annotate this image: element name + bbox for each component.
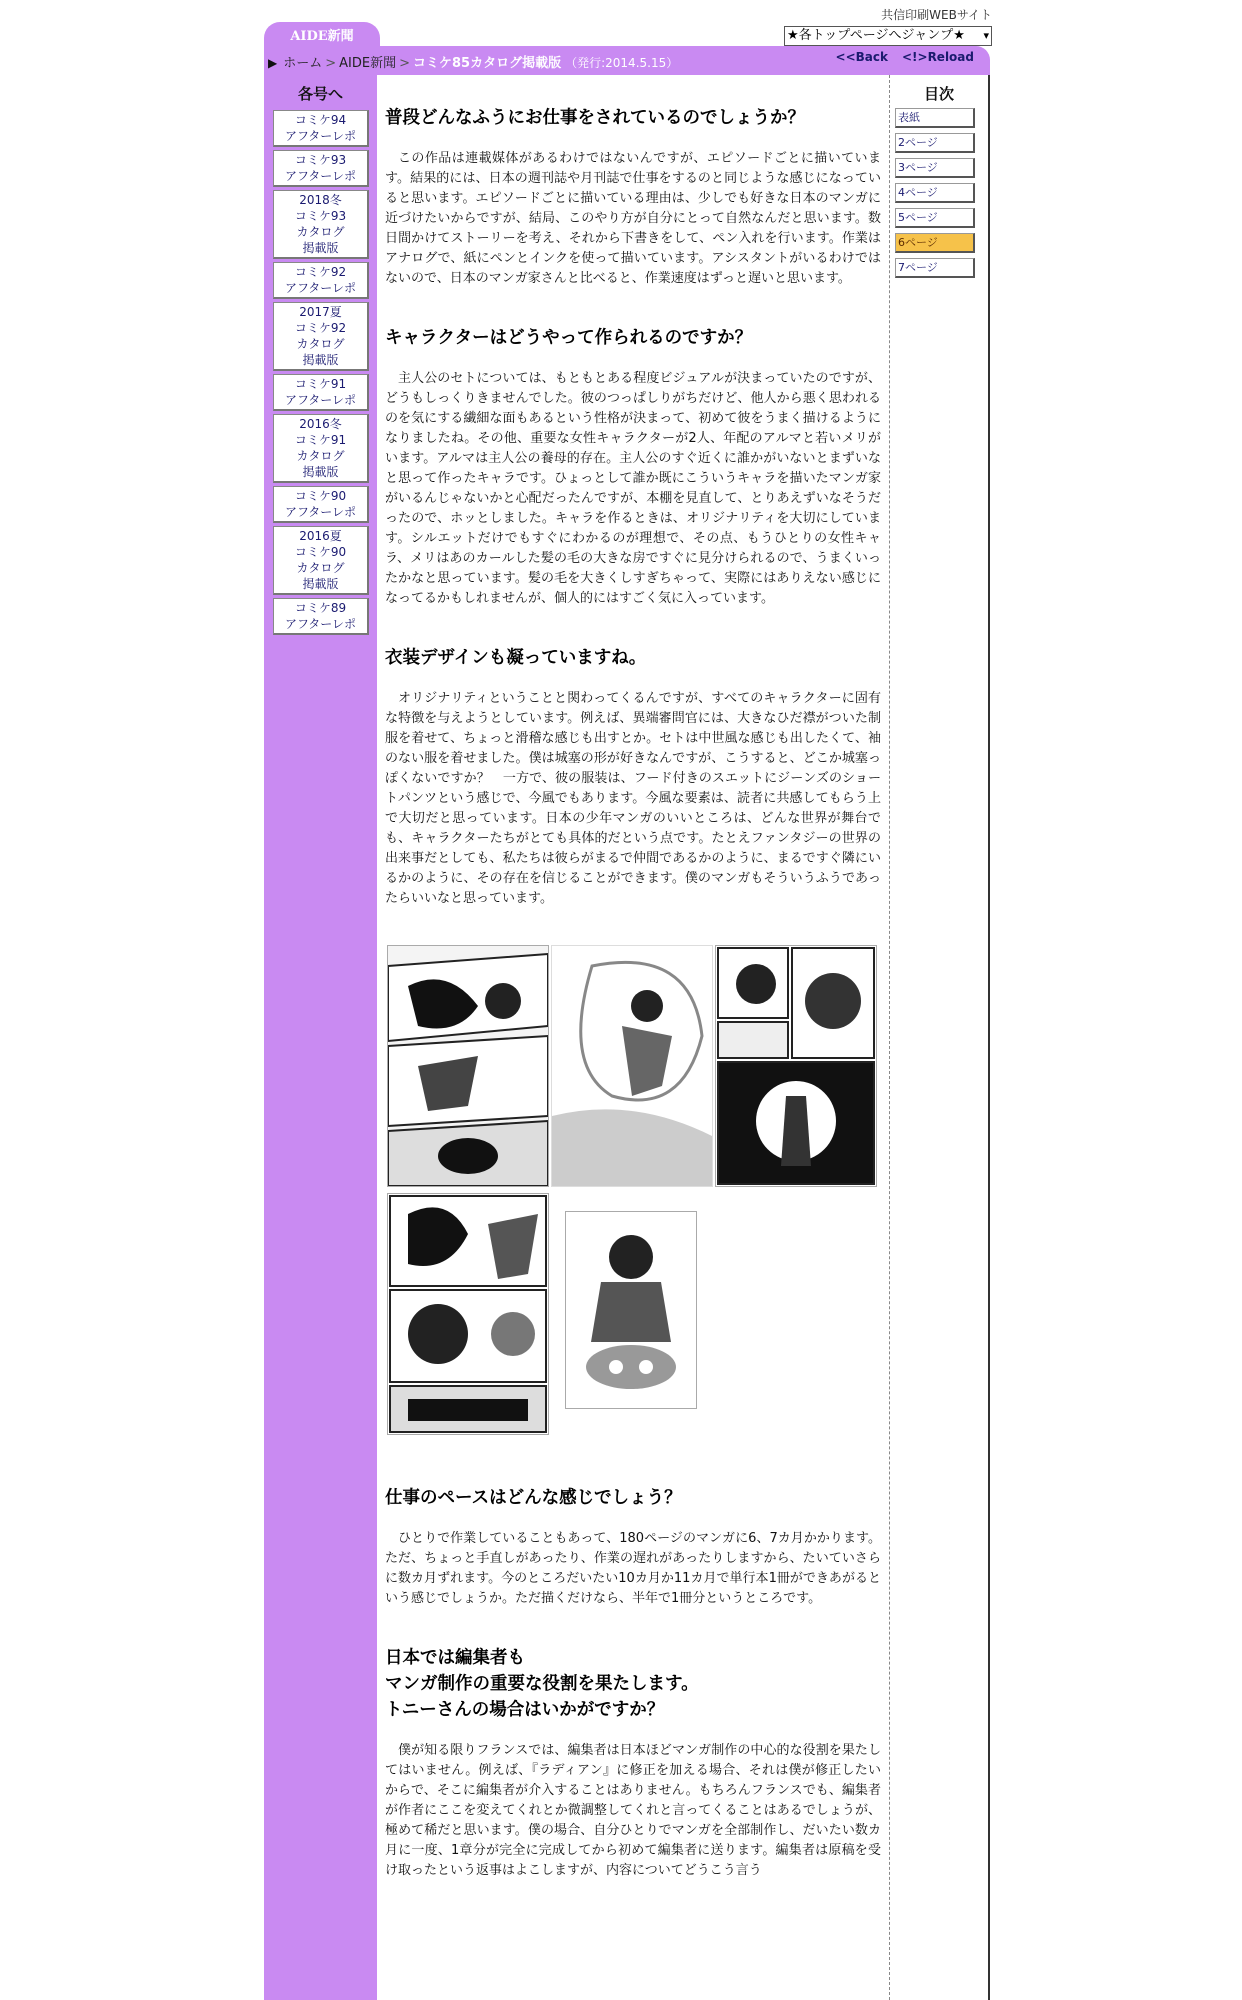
manga-page-image[interactable] bbox=[387, 1193, 549, 1435]
answer-paragraph: オリジナリティということと関わってくるんですが、すべてのキャラクターに固有な特徴を与えようとしています。例えば、異端審問官には、大きなひだ襟がついた制服を着せて、ちょっと滑稽な感じも出すとか。セトは中世風な感じも出したくて、袖のない服を着せました。僕は城塞の形が好きなんですが、こうすると、どこか城塞っぽくないですか？ 一方で、彼の服装は、フード付きのスエットにジーンズのショートパンツという感じで、今風でもあります。今風な要素は、読者に共感してもらう上で大切だと思っています。日本の少年マンガのいいところは、どんな世界が舞台でも、キャラクターたちがとても具体的だという点です。たとえファンタジーの世界の出来事だとしても、私たちは彼らがまるで仲間であるかのように、まるですぐ隣にいるかのように、その存在を信じることができます。僕のマンガもそういうふうであったらいいなと思っています。 bbox=[385, 691, 881, 906]
breadcrumb-home[interactable]: ホーム bbox=[283, 56, 323, 71]
article-content bbox=[377, 75, 889, 1881]
issue-link[interactable]: コミケ90 アフターレポ bbox=[273, 486, 369, 523]
issue-link[interactable]: 2017夏 コミケ92 カタログ 掲載版 bbox=[273, 302, 369, 371]
toc-item[interactable]: 5ページ bbox=[895, 208, 975, 228]
issue-link[interactable]: コミケ93 アフターレポ bbox=[273, 150, 369, 187]
answer-paragraph: この作品は連載媒体があるわけではないんですが、エピソードごとに描いています。結果的には、日本の週刊誌や月刊誌で仕事をするのと同じような感じになっていると思います。エピソードごとに描いている理由は、少しでも好きな日本のマンガに近づけたいからですが、結局、このやり方が自分にとって自然なんだと思います。数日間かけてストーリーを考え、それから下書きをして、ペン入れを行います。作業はアナログで、紙にペンとインクを使って描いています。アシスタントがいるわけではないので、日本のマンガ家さんと比べると、作業速度はずっと遅いと思います。 bbox=[385, 151, 881, 286]
manga-page-image[interactable] bbox=[551, 945, 713, 1187]
answer-paragraph: ひとりで作業していることもあって、180ページのマンガに6、7カ月かかります。ただ、ちょっと手直しがあったり、作業の遅れがあったりしますから、たいていさらに数カ月ずれます。今のところだいたい10カ月か11カ月で単行本1冊ができあがるという感じでしょうか。ただ描くだけなら、半年で1冊分というところです。 bbox=[385, 1531, 881, 1606]
issue-date: （発行:2014.5.15） bbox=[565, 56, 679, 70]
issue-list[interactable] bbox=[273, 110, 369, 681]
issue-link[interactable]: コミケ94 アフターレポ bbox=[273, 110, 369, 147]
triangle-right-icon: ▶ bbox=[268, 56, 278, 70]
back-button[interactable]: <<Back bbox=[835, 50, 888, 64]
page-frame bbox=[264, 0, 992, 2000]
breadcrumb-section[interactable]: AIDE新聞 bbox=[339, 56, 397, 71]
toc-item[interactable]: 表紙 bbox=[895, 108, 975, 128]
reload-button[interactable]: <!>Reload bbox=[901, 50, 974, 64]
article bbox=[377, 75, 890, 2000]
toc-item[interactable]: 6ページ bbox=[895, 233, 975, 253]
issue-link[interactable]: 2016夏 コミケ90 カタログ 掲載版 bbox=[273, 526, 369, 595]
chevron-down-icon: ▾ bbox=[983, 29, 989, 42]
manga-page-image[interactable] bbox=[565, 1211, 697, 1409]
toc-item[interactable]: 2ページ bbox=[895, 133, 975, 153]
question-heading: キャラクターはどうやって作られるのですか？ bbox=[385, 328, 753, 348]
question-heading: 仕事のペースはどんな感じでしょう？ bbox=[385, 1488, 682, 1508]
site-tab[interactable]: AIDE新聞 bbox=[264, 22, 380, 52]
toc-heading: 目次 bbox=[923, 85, 954, 103]
issue-link[interactable]: コミケ89 アフターレポ bbox=[273, 598, 369, 635]
toc-item[interactable]: 7ページ bbox=[895, 258, 975, 278]
toc-list bbox=[895, 108, 975, 283]
breadcrumb-bar bbox=[264, 46, 990, 75]
nav-buttons bbox=[822, 50, 974, 64]
issue-sidebar-heading: 各号へ bbox=[297, 85, 343, 103]
question-heading: 衣装デザインも凝っていますね。 bbox=[385, 648, 647, 668]
toc-item[interactable]: 4ページ bbox=[895, 183, 975, 203]
toc-item[interactable]: 3ページ bbox=[895, 158, 975, 178]
manga-page-image[interactable] bbox=[715, 945, 877, 1187]
issue-link[interactable]: コミケ91 アフターレポ bbox=[273, 374, 369, 411]
question-heading: 日本では編集者も マンガ制作の重要な役割を果たします。 トニーさんの場合はいかがですか？ bbox=[385, 1648, 699, 1720]
answer-paragraph: 僕が知る限りフランスでは、編集者は日本ほどマンガ制作の中心的な役割を果たしてはいません。例えば、『ラディアン』に修正を加える場合、それは僕が修正したいからで、そこに編集者が介入することはありません。もちろんフランスでも、編集者が作者にここを変えてくれとか微調整してくれと言ってくることはあるでしょうが、極めて稀だと思います。僕の場合、自分ひとりでマンガを全部制作し、だいたい数カ月に一度、1章分が完全に完成してから初めて編集者に送ります。編集者は原稿を受け取ったという返事はよこしますが、内容についてどうこう言う bbox=[385, 1743, 881, 1878]
issue-link[interactable]: コミケ92 アフターレポ bbox=[273, 262, 369, 299]
breadcrumb-current: コミケ85カタログ掲載版 bbox=[413, 56, 562, 71]
question-heading: 普段どんなふうにお仕事をされているのでしょうか？ bbox=[385, 108, 805, 128]
manga-gallery bbox=[385, 945, 881, 1449]
top-page-jump-select[interactable] bbox=[784, 26, 992, 46]
answer-paragraph: 主人公のセトについては、もともとある程度ビジュアルが決まっていたのですが、どうもしっくりきませんでした。彼のつっぱしりがちだけど、他人から悪く思われるのを気にする繊細な面もあるという性格が決まって、初めて彼をうまく描けるようになりましたね。その他、重要な女性キャラクターが2人、年配のアルマと若いメリがいます。アルマは主人公の養母的存在。主人公のすぐ近くに誰かがいないとまずいなと思って作ったキャラです。ひょっとして誰か既にこういうキャラを描いたマンガ家がいるんじゃないかと心配だったんですが、本棚を見直して、とりあえずいなそうだったので、ホッとしました。キャラを作るときは、オリジナリティを大切にしています。シルエットだけでもすぐにわかるのが理想で、その点、もうひとりの女性キャラ、メリはあのカールした髪の毛の大きな房ですぐに見分けられるので、うまくいったかなと思っています。髪の毛を大きくしすぎちゃって、実際にはありえない感じになってるかもしれませんが、個人的にはすごく気に入っています。 bbox=[385, 371, 881, 606]
issue-link[interactable]: 2018冬 コミケ93 カタログ 掲載版 bbox=[273, 190, 369, 259]
issue-sidebar bbox=[264, 75, 377, 2000]
issue-link[interactable]: 2016冬 コミケ91 カタログ 掲載版 bbox=[273, 414, 369, 483]
publisher-site-link[interactable]: 共信印刷WEBサイト bbox=[881, 8, 992, 22]
toc-sidebar bbox=[890, 75, 990, 2000]
breadcrumb bbox=[268, 52, 678, 71]
jump-select-value: ★各トップページへジャンプ★ bbox=[787, 28, 965, 43]
breadcrumb-separator: > bbox=[325, 56, 337, 71]
manga-page-image[interactable] bbox=[387, 945, 549, 1187]
breadcrumb-separator: > bbox=[399, 56, 411, 71]
